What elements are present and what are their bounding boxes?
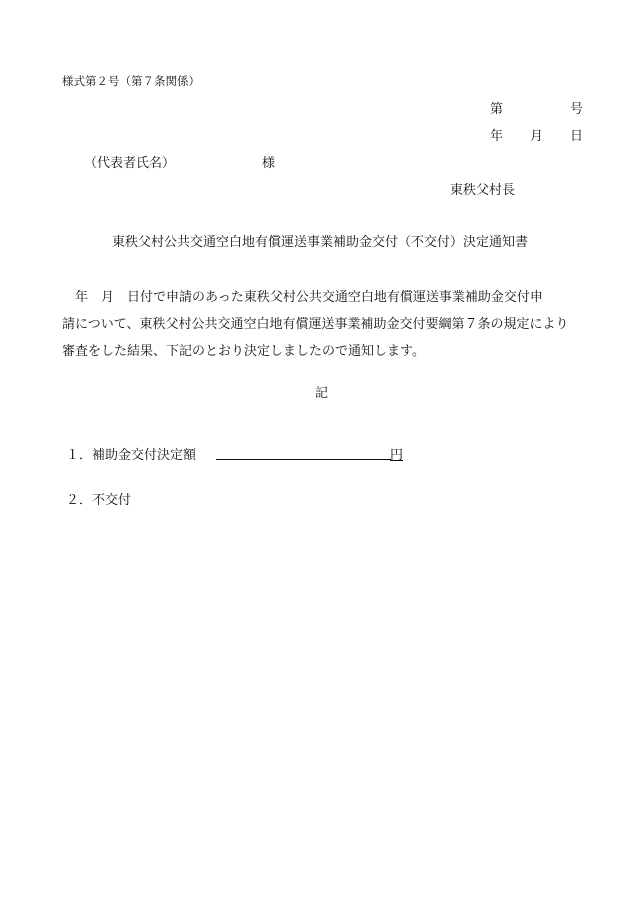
date-year: 年 (490, 129, 504, 144)
document-number-prefix: 第 (490, 102, 504, 117)
date-day: 日 (570, 129, 584, 144)
date-month: 月 (530, 129, 544, 144)
form-number: 様式第２号（第７条関係） (62, 74, 200, 88)
document-number-suffix: 号 (570, 102, 584, 117)
addressee-label: （代表者氏名） (84, 156, 176, 171)
ki-heading: 記 (315, 386, 329, 401)
body-line-3: 審査をした結果、下記のとおり決定しましたので通知します。 (62, 344, 425, 359)
item2-label: ２．不交付 (66, 493, 132, 508)
amount-blank-line (216, 444, 391, 460)
item1-label: １．補助金交付決定額 (66, 448, 197, 463)
amount-unit: 円 (390, 448, 404, 463)
body-line-2: 請について、東秩父村公共交通空白地有償運送事業補助金交付要綱第７条の規定により (62, 317, 569, 332)
issuer-name: 東秩父村長 (450, 183, 516, 198)
addressee-honorific: 様 (262, 156, 276, 171)
body-text (62, 284, 592, 365)
document-title: 東秩父村公共交通空白地有償運送事業補助金交付（不交付）決定通知書 (112, 235, 529, 250)
body-line-1: 年 月 日付で申請のあった東秩父村公共交通空白地有償運送事業補助金交付申 (62, 290, 543, 305)
